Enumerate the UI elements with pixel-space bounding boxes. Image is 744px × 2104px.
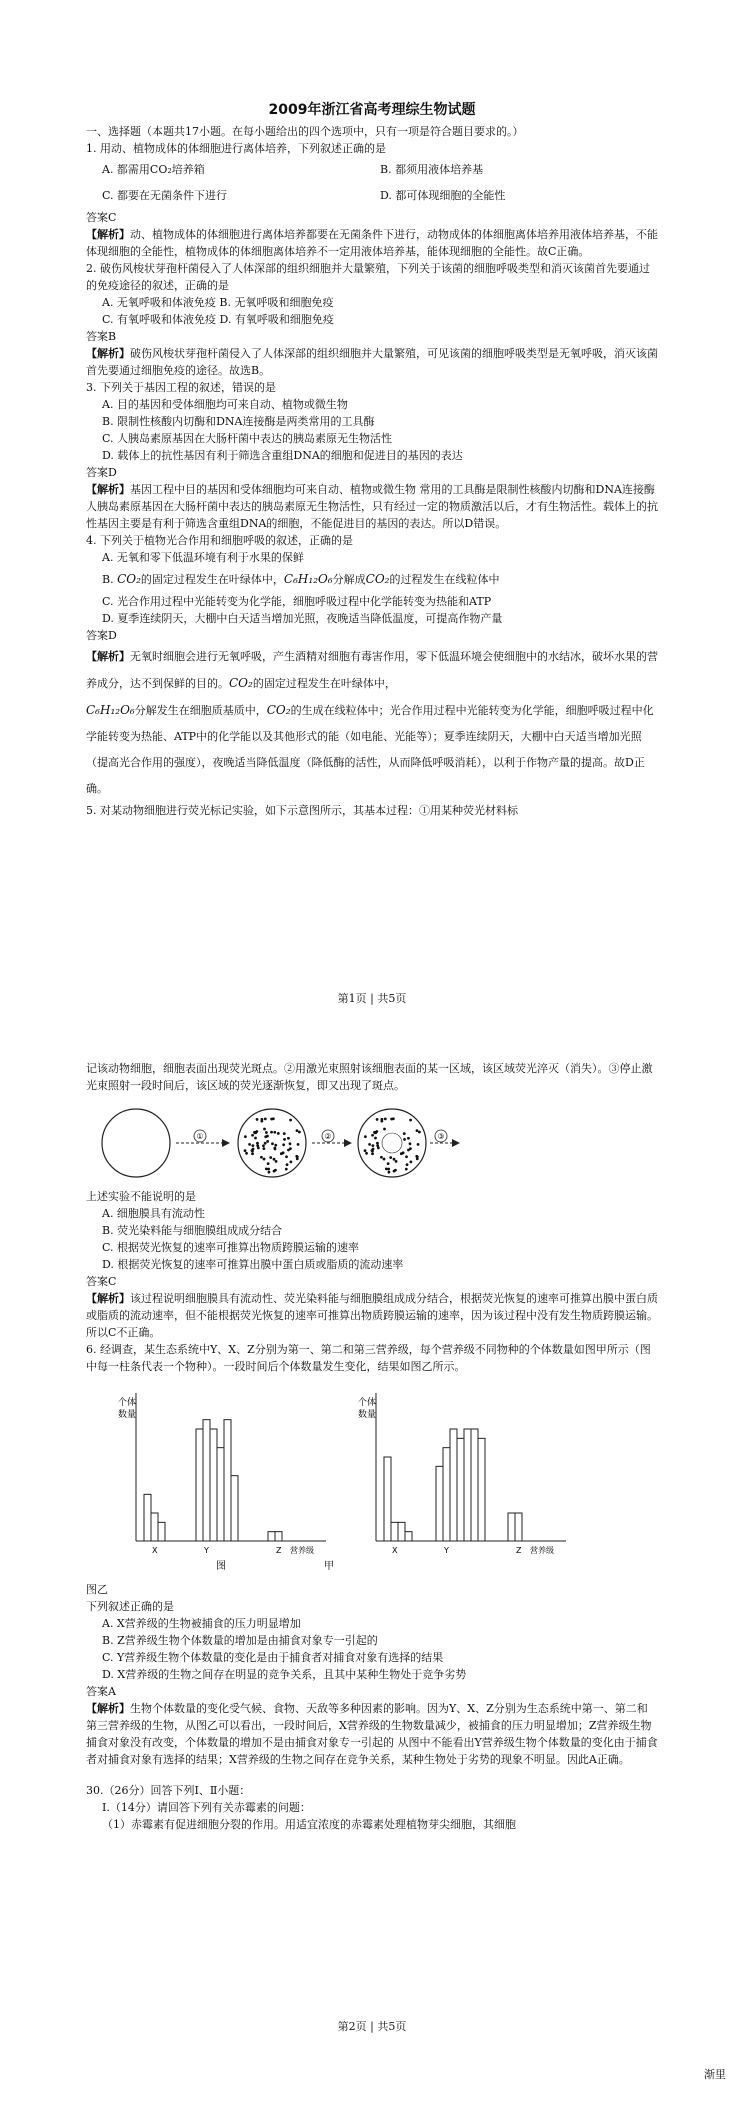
fluorescent-dot bbox=[263, 1128, 266, 1131]
q4-b-text3: 的过程发生在线粒体中 bbox=[389, 573, 500, 586]
q4-analysis-text4: 的生成在线粒体中；光合作用过程中光能转变为化学能，细胞呼吸过程中化学能转变为热能、ATP中的化学能以及其他形式的能（如电能、光能等）；夏季连续阴天，大棚中白天适当增加光照（提高光合作用的强度），夜晚适当降低温度（降低酶的活性，从而降低呼吸消耗），以利于作物产量的提高。故D正确。 bbox=[86, 704, 654, 795]
fluorescent-dot bbox=[273, 1147, 276, 1150]
y-axis-label: 个体 bbox=[358, 1398, 377, 1408]
fluorescent-dot bbox=[283, 1132, 286, 1135]
q30-stem: 30.（26分）回答下列Ⅰ、Ⅱ小题： bbox=[86, 1784, 251, 1797]
fluorescent-dot bbox=[287, 1149, 290, 1152]
fluorescent-dot bbox=[270, 1118, 273, 1121]
watermark: 渐里 bbox=[704, 2068, 726, 2081]
spacer bbox=[86, 1768, 658, 1782]
q6-option-a: A. X营养级的生物被捕食的压力明显增加 bbox=[102, 1617, 301, 1630]
q1-options-row1 bbox=[86, 157, 658, 183]
fluorescent-dot bbox=[289, 1119, 292, 1122]
analysis-tag: 【解析】 bbox=[86, 347, 130, 360]
bar bbox=[391, 1522, 398, 1541]
fluorescent-dot bbox=[409, 1161, 412, 1164]
q2-options-cd: C. 有氧呼吸和体液免疫 D. 有氧呼吸和细胞免疫 bbox=[102, 313, 334, 326]
fluorescent-dot bbox=[286, 1163, 289, 1166]
section-intro: 一、选择题（本题共17小题。在每小题给出的四个选项中，只有一项是符合题目要求的。） bbox=[86, 125, 524, 138]
fluorescent-dot bbox=[373, 1131, 376, 1134]
fluorescent-dot bbox=[400, 1152, 403, 1155]
page-title: 2009年浙江省高考理综生物试题 bbox=[268, 102, 476, 118]
co2-formula: CO₂ bbox=[229, 676, 253, 690]
fluorescent-dot bbox=[418, 1131, 421, 1134]
bar bbox=[144, 1494, 151, 1541]
q6-figure-b-label: 图乙 bbox=[86, 1583, 108, 1596]
fluorescent-dot bbox=[409, 1142, 412, 1145]
co2-formula: CO₂ bbox=[117, 572, 141, 586]
fluorescent-dot bbox=[390, 1118, 393, 1121]
bar bbox=[508, 1513, 515, 1541]
fluorescent-dot bbox=[251, 1134, 254, 1137]
x-tick-label: X bbox=[152, 1546, 158, 1555]
fluorescent-dot bbox=[261, 1118, 264, 1121]
q5-option-b: B. 荧光染料能与细胞膜组成成分结合 bbox=[102, 1224, 283, 1237]
fluorescent-dot bbox=[256, 1144, 259, 1147]
fluorescent-dot bbox=[267, 1168, 270, 1171]
fluorescent-dot bbox=[298, 1131, 301, 1134]
arrow-3 bbox=[430, 1130, 460, 1147]
q1-answer: 答案C bbox=[86, 211, 117, 224]
fluorescent-dot bbox=[269, 1156, 272, 1159]
q4-analysis-text2: 的固定过程发生在叶绿体中， bbox=[252, 677, 396, 690]
population-charts bbox=[106, 1381, 576, 1581]
fluorescent-dot bbox=[387, 1168, 390, 1171]
fluorescent-dot bbox=[374, 1137, 377, 1140]
q5-answer: 答案C bbox=[86, 1275, 117, 1288]
fluorescent-dots bbox=[244, 1117, 301, 1173]
bar bbox=[275, 1532, 282, 1541]
x-tick-label: X bbox=[392, 1546, 398, 1555]
fluorescent-dot bbox=[253, 1131, 256, 1134]
step-1-label: ① bbox=[196, 1132, 204, 1141]
bar bbox=[158, 1522, 165, 1541]
arrow-2 bbox=[312, 1130, 352, 1147]
q2-analysis-text: 破伤风梭状芽孢杆菌侵入了人体深部的组织细胞并大量繁殖，可见该菌的细胞呼吸类型是无氧呼吸，消灭该菌首先要通过细胞免疫的途径。故选B。 bbox=[86, 347, 658, 377]
fluorescent-dot bbox=[285, 1155, 288, 1158]
fluorescent-dot bbox=[289, 1161, 292, 1164]
fluorescent-dot bbox=[244, 1135, 247, 1138]
bar bbox=[268, 1532, 275, 1541]
x-axis-label: 营养级 bbox=[290, 1546, 314, 1555]
q6-answer: 答案A bbox=[86, 1685, 116, 1698]
q2-stem: 2. 破伤风梭状芽孢杆菌侵入了人体深部的组织细胞并大量繁殖，下列关于该菌的细胞呼吸类型和消灭该菌首先要通过的免疫途径的叙述，正确的是 bbox=[86, 262, 650, 292]
fluorescent-dot bbox=[274, 1169, 277, 1172]
fluorescent-dot bbox=[417, 1143, 420, 1146]
cell-unlabeled bbox=[102, 1109, 170, 1177]
fluorescent-dot bbox=[262, 1147, 265, 1150]
page-1-content bbox=[86, 0, 658, 819]
analysis-tag: 【解析】 bbox=[86, 228, 130, 241]
q5-option-d: D. 根据荧光恢复的速率可推算出膜中蛋白质或脂质的流动速率 bbox=[102, 1258, 404, 1271]
fluorescent-dot bbox=[273, 1158, 276, 1161]
bar bbox=[436, 1466, 443, 1541]
bar bbox=[210, 1429, 217, 1541]
bar bbox=[471, 1429, 478, 1541]
q4-option-c: C. 光合作用过程中光能转变为化学能，细胞呼吸过程中化学能转变为热能和ATP bbox=[102, 595, 492, 608]
analysis-tag: 【解析】 bbox=[86, 1702, 130, 1715]
chart-left bbox=[118, 1393, 326, 1572]
fluorescent-dot bbox=[282, 1143, 285, 1146]
bar bbox=[450, 1429, 457, 1541]
bar bbox=[405, 1532, 412, 1541]
fluorescent-dot bbox=[254, 1137, 257, 1140]
bleached-region bbox=[382, 1133, 402, 1153]
q1-analysis-text: 动、植物成体的体细胞进行离体培养都要在无菌条件下进行，动物成体的体细胞离体培养用液体培养基，不能体现细胞的全能性，植物成体的体细胞离体培养不一定用液体培养基，能体现细胞的全能性。故C正确。 bbox=[86, 228, 658, 258]
q3-answer: 答案D bbox=[86, 466, 117, 479]
fluorescent-dot bbox=[376, 1118, 379, 1121]
fluorescent-dot bbox=[403, 1138, 406, 1141]
x-axis-label: 营养级 bbox=[530, 1546, 554, 1555]
q2-analysis bbox=[86, 345, 658, 379]
q5-option-a: A. 细胞膜具有流动性 bbox=[102, 1207, 205, 1220]
chart-right bbox=[324, 1393, 566, 1572]
fluorescent-dot bbox=[371, 1134, 374, 1137]
fluorescent-dot bbox=[267, 1162, 270, 1165]
q3-option-b: B. 限制性核酸内切酶和DNA连接酶是两类常用的工具酶 bbox=[102, 415, 375, 428]
fluorescent-dot bbox=[252, 1148, 255, 1151]
analysis-tag: 【解析】 bbox=[86, 1292, 130, 1305]
fluorescent-dot bbox=[384, 1117, 387, 1120]
bar bbox=[515, 1513, 522, 1541]
fluorescent-dot bbox=[394, 1169, 397, 1172]
fluorescent-dot bbox=[409, 1119, 412, 1122]
fluorescent-dot bbox=[383, 1158, 386, 1161]
fluorescent-dot bbox=[371, 1152, 374, 1155]
fluorescent-dot bbox=[364, 1135, 367, 1138]
glucose-formula: C₆H₁₂O₆ bbox=[86, 703, 135, 717]
fluorescent-dot bbox=[287, 1137, 290, 1140]
q30-sub1-1: （1）赤霉素有促进细胞分裂的作用。用适宜浓度的赤霉素处理植物芽尖细胞，其细胞 bbox=[102, 1818, 516, 1831]
page-2 bbox=[0, 1060, 744, 2104]
page-footer: 第2页 | 共5页 bbox=[337, 2020, 407, 2033]
bar bbox=[217, 1448, 224, 1541]
fluorescent-dot bbox=[389, 1156, 392, 1159]
q6-analysis-text: 生物个体数量的变化受气候、食物、天敌等多种因素的影响。因为Y、X、Z分别为生态系统中第一、第二和第三营养级的生物，从图乙可以看出，一段时间后，X营养级的生物数量减少，被捕食的压力明显增加；Z营养级生物捕食对象没有改变，个体数量的增加不是由捕食对象专一引起的 从图中不能看出Y营养级生物个体数量的变化由于捕食者对捕食对象有选择的结果；X营养级的生物之间存在竞争关系，某种生物处于劣势的现象不明显。因此A正确。 bbox=[86, 1702, 658, 1766]
x-tick-label: Y bbox=[444, 1546, 449, 1555]
fluorescent-dot bbox=[371, 1144, 374, 1147]
chart-caption: 图 bbox=[216, 1561, 226, 1572]
step-2-label: ② bbox=[324, 1132, 332, 1141]
q6-option-c: C. Y营养级生物个体数量的变化是由于捕食者对捕食对象有选择的结果 bbox=[102, 1651, 444, 1664]
q5-analysis-text: 该过程说明细胞膜具有流动性、荧光染料能与细胞膜组成成分结合，根据荧光恢复的速率可推算出膜中蛋白质或脂质的流动速率，但不能根据荧光恢复的速率可推算出物质跨膜运输的速率，因为该过程中没有发生物质跨膜运输。所以C不正确。 bbox=[86, 1292, 658, 1339]
fluorescent-dot bbox=[365, 1152, 368, 1155]
fluorescent-dot bbox=[256, 1142, 259, 1145]
y-axis-label: 个体 bbox=[118, 1398, 137, 1408]
fluorescent-dot bbox=[251, 1144, 254, 1147]
page-1 bbox=[0, 0, 744, 1016]
fluorescent-dot bbox=[381, 1118, 384, 1121]
fluorescent-dot bbox=[266, 1140, 269, 1143]
x-tick-label: Z bbox=[516, 1546, 522, 1555]
fluorescent-dot bbox=[407, 1149, 410, 1152]
fluorescent-dot bbox=[297, 1143, 300, 1146]
fluorescent-dot bbox=[376, 1142, 379, 1145]
fluorescent-dot bbox=[387, 1162, 390, 1165]
q4-stem: 4. 下列关于植物光合作用和细胞呼吸的叙述，正确的是 bbox=[86, 534, 353, 547]
q1-analysis bbox=[86, 226, 658, 260]
q3-option-c: C. 人胰岛素原基因在大肠杆菌中表达的胰岛素原无生物活性 bbox=[102, 432, 393, 445]
fluorescent-dot bbox=[263, 1158, 266, 1161]
fluorescent-dot bbox=[248, 1143, 251, 1146]
fluorescent-dot bbox=[372, 1148, 375, 1151]
fluorescent-dot bbox=[265, 1131, 268, 1134]
q1-stem: 1. 用动、植物成体的体细胞进行离体培养，下列叙述正确的是 bbox=[86, 142, 386, 155]
q1-option-c: C. 都要在无菌条件下进行 bbox=[102, 189, 228, 202]
q4-answer: 答案D bbox=[86, 629, 117, 642]
fluorescent-dot bbox=[407, 1137, 410, 1140]
q4-analysis-text3: 分解发生在细胞质基质中， bbox=[134, 704, 267, 717]
fluorescent-dot bbox=[368, 1143, 371, 1146]
q6-option-d: D. X营养级的生物之间存在明显的竞争关系，且其中某种生物处于竞争劣势 bbox=[102, 1668, 467, 1681]
fluorescent-dot bbox=[280, 1152, 283, 1155]
fluorescent-dot bbox=[271, 1142, 274, 1145]
q1-options-row2 bbox=[86, 183, 658, 209]
fluorescent-dot bbox=[268, 1171, 271, 1174]
fluorescent-dot bbox=[244, 1149, 247, 1152]
analysis-tag: 【解析】 bbox=[86, 650, 130, 663]
q3-option-d: D. 载体上的抗性基因有利于筛选含重组DNA的细胞和促进目的基因的表达 bbox=[102, 449, 463, 462]
bar bbox=[151, 1513, 158, 1541]
fluorescent-dot bbox=[260, 1156, 263, 1159]
q1-option-d: D. 都可体现细胞的全能性 bbox=[380, 189, 506, 202]
bar bbox=[384, 1457, 391, 1541]
q4-option-a: A. 无氧和零下低温环境有利于水果的保鲜 bbox=[102, 551, 304, 564]
q3-stem: 3. 下列关于基因工程的叙述，错误的是 bbox=[86, 381, 276, 394]
fluorescent-dot bbox=[395, 1160, 398, 1163]
fluorescence-diagram bbox=[96, 1098, 496, 1188]
fluorescent-dot bbox=[262, 1144, 265, 1147]
q6-stem: 6. 经调查，某生态系统中Y、X、Z分别为第一、第二和第三营养级，每个营养级不同物种的个体数量如图甲所示（图中每一柱条代表一个物种）。一段时间后个体数量发生变化，结果如图乙所示。 bbox=[86, 1343, 651, 1373]
fluorescent-dot bbox=[277, 1132, 280, 1135]
x-tick-label: Y bbox=[204, 1546, 209, 1555]
q3-analysis bbox=[86, 481, 658, 532]
fluorescent-dot bbox=[405, 1168, 408, 1171]
q6-prompt: 下列叙述正确的是 bbox=[86, 1600, 174, 1613]
bar bbox=[464, 1429, 471, 1541]
q4-b-text: 的固定过程发生在叶绿体中， bbox=[140, 573, 284, 586]
glucose-formula: C₆H₁₂O₆ bbox=[283, 572, 333, 586]
q3-analysis-text: 基因工程中目的基因和受体细胞均可来自动、植物或微生物 常用的工具酶是限制性核酸内切酶和DNA连接酶 人胰岛素原基因在大肠杆菌中表达的胰岛素原无生物活性，只有经过一定的物质激活以后，才有生物活性。载体上的抗性基因主要是有利于筛选含重组DNA的细胞，不能促进目的基因的表达。所以D错误。 bbox=[86, 483, 658, 530]
fluorescent-dot bbox=[285, 1168, 288, 1171]
fluorescent-dot bbox=[264, 1117, 267, 1120]
bar bbox=[224, 1420, 231, 1541]
fluorescent-dot bbox=[406, 1163, 409, 1166]
fluorescent-dot bbox=[264, 1142, 267, 1145]
fluorescent-dot bbox=[273, 1131, 276, 1134]
fluorescent-dot bbox=[405, 1155, 408, 1158]
fluorescent-dot bbox=[274, 1144, 277, 1147]
q4-b-text2: 分解成 bbox=[332, 573, 366, 586]
q5-stem: 5. 对某动物细胞进行荧光标记实验，如下示意图所示，其基本过程：①用某种荧光材料标 bbox=[86, 804, 518, 817]
fluorescent-dot bbox=[416, 1129, 419, 1132]
fluorescent-dot bbox=[283, 1138, 286, 1141]
fluorescent-dot bbox=[383, 1128, 386, 1131]
step-3-label: ③ bbox=[437, 1132, 445, 1141]
fluorescent-dot bbox=[296, 1158, 299, 1161]
fluorescent-dot bbox=[289, 1142, 292, 1145]
q3-option-a: A. 目的基因和受体细胞均可来自动、植物或微生物 bbox=[102, 398, 348, 411]
bar bbox=[203, 1420, 210, 1541]
q1-option-a: A. 都需用CO₂培养箱 bbox=[102, 163, 205, 176]
q2-options-ab: A. 无氧呼吸和体液免疫 B. 无氧呼吸和细胞免疫 bbox=[102, 296, 334, 309]
q6-option-b: B. Z营养级生物个体数量的增加是由捕食对象专一引起的 bbox=[102, 1634, 378, 1647]
bar bbox=[478, 1438, 485, 1541]
fluorescent-dot bbox=[393, 1158, 396, 1161]
bar bbox=[398, 1522, 405, 1541]
bar bbox=[196, 1429, 203, 1541]
y-axis-label: 数量 bbox=[358, 1410, 377, 1420]
q6-analysis bbox=[86, 1700, 658, 1768]
bar bbox=[231, 1476, 238, 1541]
fluorescent-dot bbox=[270, 1131, 273, 1134]
chart-caption: 甲 bbox=[324, 1561, 334, 1572]
q5-option-c: C. 根据荧光恢复的速率可推算出物质跨膜运输的速率 bbox=[102, 1241, 360, 1254]
q2-answer: 答案B bbox=[86, 330, 117, 343]
fluorescent-dot bbox=[296, 1129, 299, 1132]
q4-option-d: D. 夏季连续阴天，大棚中白天适当增加光照，夜晚适当降低温度，可提高作物产量 bbox=[102, 612, 503, 625]
fluorescent-dot bbox=[403, 1132, 406, 1135]
analysis-tag: 【解析】 bbox=[86, 483, 130, 496]
page-2-content bbox=[86, 1060, 658, 1833]
q30-sub1: Ⅰ.（14分）请回答下列有关赤霉素的问题： bbox=[102, 1801, 311, 1814]
fluorescent-dot bbox=[264, 1135, 267, 1138]
fluorescent-dot bbox=[245, 1152, 248, 1155]
co2-formula: CO₂ bbox=[266, 703, 291, 717]
bar bbox=[457, 1438, 464, 1541]
fluorescent-dot bbox=[376, 1144, 379, 1147]
fluorescent-dot bbox=[256, 1118, 259, 1121]
q4-analysis bbox=[86, 644, 658, 802]
fluorescent-dot bbox=[251, 1152, 254, 1155]
q4-b-prefix: B. bbox=[102, 573, 118, 586]
page-footer: 第1页 | 共5页 bbox=[337, 992, 407, 1005]
fluorescent-dot bbox=[388, 1171, 391, 1174]
q5-analysis bbox=[86, 1290, 658, 1341]
q4-option-b bbox=[86, 566, 658, 593]
fluorescent-dot bbox=[380, 1156, 383, 1159]
fluorescent-dot bbox=[364, 1149, 367, 1152]
co2-formula: CO₂ bbox=[365, 572, 390, 586]
y-axis-label: 数量 bbox=[118, 1410, 137, 1420]
fluorescent-dot bbox=[275, 1160, 278, 1163]
bar bbox=[443, 1448, 450, 1541]
q4-analysis-text1: 无氧时细胞会进行无氧呼吸，产生酒精对细胞有毒害作用，零下低温环境会使细胞中的水结冰，破坏水果的营养成分，达不到保鲜的目的。 bbox=[86, 650, 658, 690]
q5-prompt: 上述实验不能说明的是 bbox=[86, 1190, 196, 1203]
x-tick-label: Z bbox=[276, 1546, 282, 1555]
q1-option-b: B. 都须用液体培养基 bbox=[380, 163, 484, 176]
q5-stem-continued: 记该动物细胞，细胞表面出现荧光斑点。②用激光束照射该细胞表面的某一区域，该区域荧光淬灭（消失）。③停止激光束照射一段时间后，该区域的荧光逐渐恢复，即又出现了斑点。 bbox=[86, 1062, 653, 1092]
fluorescent-dot bbox=[416, 1158, 419, 1161]
